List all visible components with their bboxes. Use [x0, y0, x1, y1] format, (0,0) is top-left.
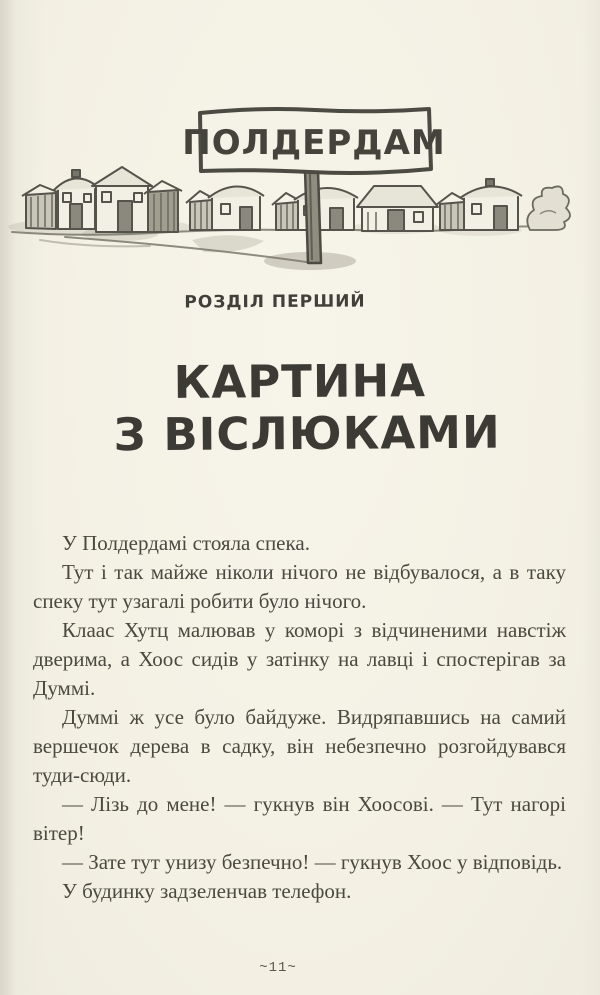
paragraph: — Лізь до мене! — гукнув він Хоосові. — Тут нагорі вітер!: [33, 792, 566, 845]
village-illustration: [0, 80, 600, 275]
house-cluster-center-left: [186, 186, 264, 230]
chapter-kicker: РОЗДІЛ ПЕРШИЙ: [184, 291, 366, 313]
house-cluster-right: [436, 179, 522, 230]
body-text: [33, 529, 566, 906]
chapter-title: [0, 354, 600, 462]
sign-post: [305, 170, 321, 263]
sign-label: ПОЛДЕРДАМ: [182, 123, 446, 163]
house-cluster-left: [22, 167, 182, 232]
bush-sketch: [527, 186, 570, 230]
barn-sketch: [357, 186, 438, 231]
paragraph: Тут і так майже ніколи нічого не відбувалося, а в таку спеку тут узагалі робити було нічого.: [33, 560, 566, 613]
paragraph: У Полдердамі стояла спека.: [62, 531, 310, 555]
paragraph: Думмі ж усе було байдуже. Видряпавшись на самий вершечок дерева в садку, він небезпечно розгойдувався туди-сюди.: [33, 705, 566, 787]
page-number: ~11~: [259, 960, 297, 976]
paragraph: Клаас Хутц малював у коморі з відчиненими навстіж дверима, а Хоос сидів у затінку на лавці і спостерігав за Думмі.: [33, 618, 566, 700]
paragraph: — Зате тут унизу безпечно! — гукнув Хоос у відповідь.: [62, 850, 563, 874]
paragraph: У будинку задзеленчав телефон.: [62, 879, 352, 903]
chapter-title-line1: КАРТИНА: [173, 354, 427, 409]
chapter-title-line2: З ВІСЛЮКАМИ: [113, 405, 501, 462]
